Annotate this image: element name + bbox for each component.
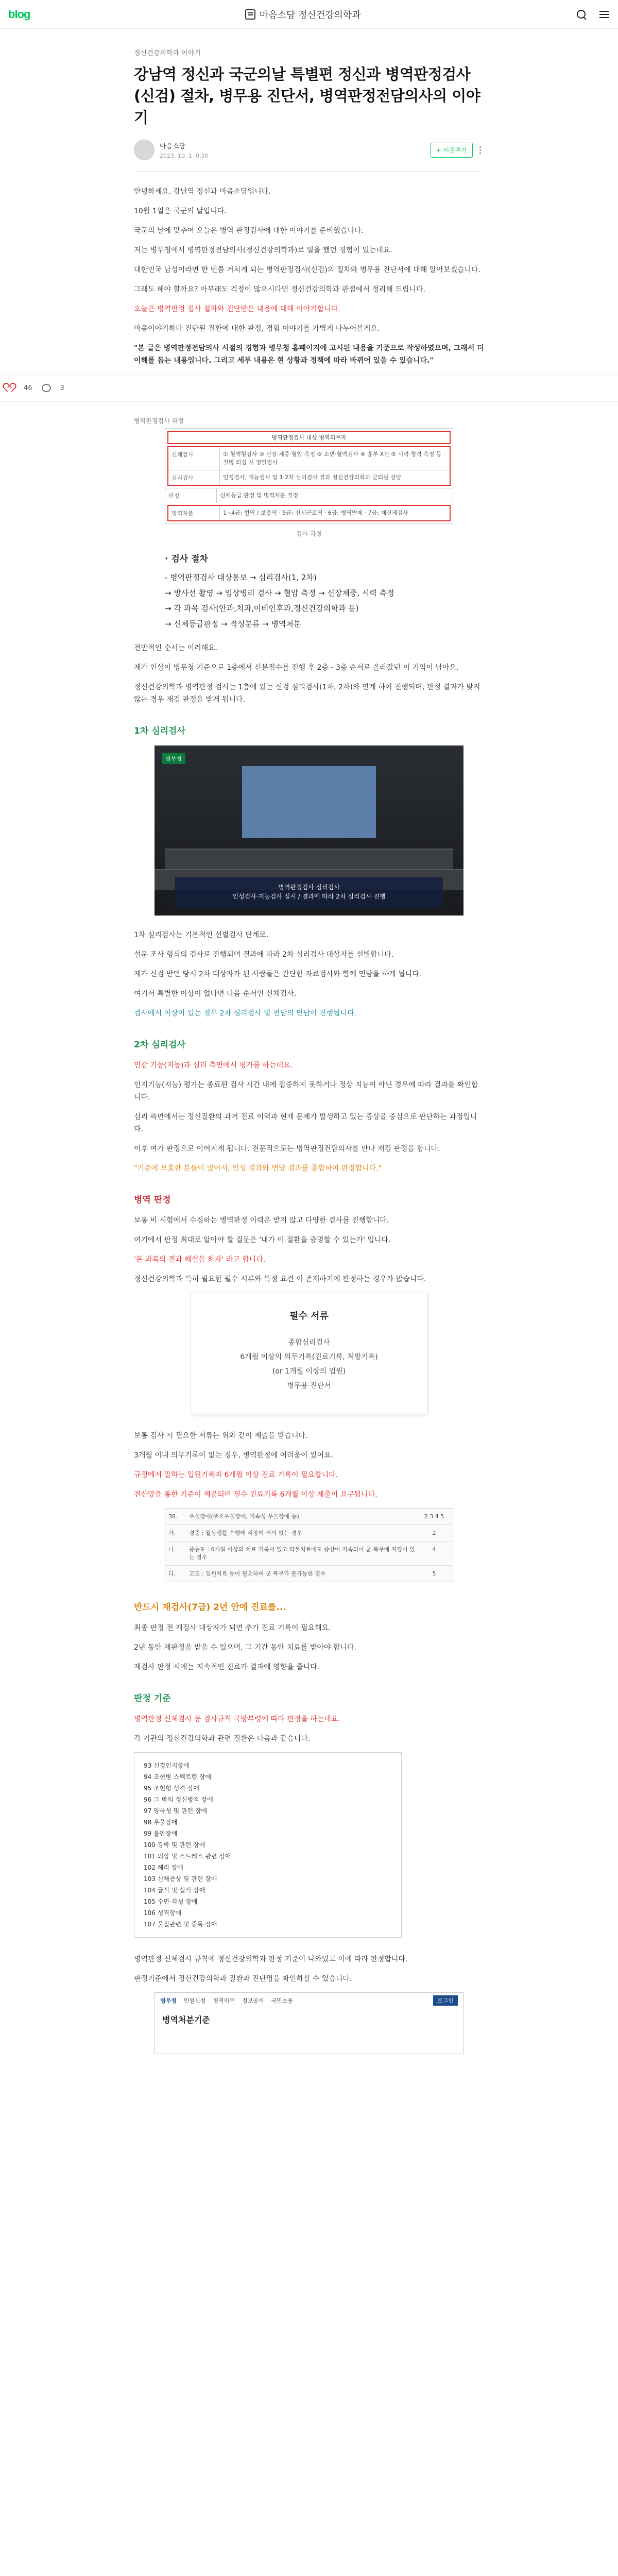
- mma-site-screenshot[interactable]: [154, 1992, 464, 2054]
- table-value: 인성검사, 지능검사 및 1·2차 심리검사 결과 정신건강의학과 군의관 상담: [223, 474, 402, 481]
- author-name[interactable]: 마음소담: [160, 143, 186, 150]
- list-item: 96 그 밖의 정신병적 장애: [144, 1796, 213, 1803]
- section-title-first-test: 1차 심리검사: [134, 726, 185, 736]
- body-text: 각 기관의 정신건강의학과 관련 질환은 다음과 같습니다.: [134, 1735, 311, 1743]
- site-nav-item: 병역의무: [213, 1997, 235, 2004]
- intro-line: 그래도 해야 할까요? 아무래도 걱정이 많으시다면 정신건강의학과 관점에서 정리해 드립니다.: [134, 285, 425, 294]
- blog-name-link[interactable]: [245, 8, 361, 21]
- body-text: 3개월 이내 의무기록이 없는 경우, 병역판정에 어려움이 있어요.: [134, 1451, 334, 1460]
- menu-icon[interactable]: [598, 9, 610, 20]
- site-nav-item: 국민소통: [271, 1997, 293, 2004]
- body-text: 여기서 특별한 이상이 없다면 다음 순서인 신체검사,: [134, 990, 297, 998]
- photo-banner: [175, 877, 443, 908]
- site-nav-item: 정보공개: [242, 1997, 264, 2004]
- body-text: 이후 여가 판정으로 이어지게 됩니다. 전문적으로는 병역판정전담의사를 만나 재검 판정을 합니다.: [134, 1145, 440, 1153]
- table-value: ① 혈액형검사 ② 신장·체중·혈압 측정 ③ 소변·혈액검사 ④ 흉부 X선 ⑤ 시력·청력 측정 등 · 질병 의심 시 정밀검사: [223, 451, 445, 466]
- body-text: 인지기능(지능) 평가는 종료된 검사 시간 내에 집중하지 못하거나 정상 지능이 아닌 경우에 따라 결과를 확인합니다.: [134, 1081, 478, 1101]
- body-text: 정신건강의학과 병역판정 검사는 1층에 있는 신검 심리검사(1차, 2차)와 연계 하여 진행되며, 판정 결과가 맞지 않는 경우 재검 판정을 받게 됩니다.: [134, 683, 480, 704]
- documents-title: 필수 서류: [289, 1311, 329, 1321]
- body-text: 여기에서 판정 최대로 알아야 할 질문은 '내가 이 질환을 증명할 수 있는가' 입니다.: [134, 1236, 391, 1244]
- procedure-flow: [165, 551, 453, 632]
- disease-list-box: [134, 1752, 402, 1938]
- body-text: 전산망을 통한 기준이 제공되며 필수 진료기록 6개월 이상 제출이 요구됩니다.: [134, 1490, 377, 1499]
- scan-text: 중등도 : 6개월 이상의 치료 기록이 있고 약물치료에도 증상이 지속되어 군 복무에 지장이 있는 경우: [189, 1546, 415, 1561]
- scan-text: 우울장애(주요우울장애, 지속성 우울장애 등): [189, 1513, 299, 1520]
- list-item: 99 불안장애: [144, 1830, 178, 1837]
- heart-icon[interactable]: [5, 384, 14, 392]
- body-text: 재검사 판정 시에는 지속적인 진료가 결과에 영향을 줍니다.: [134, 1663, 320, 1671]
- body-text: 병역판정 신체검사 규칙에 정신건강의학과 판정 기준이 나와있고 이에 따라 판정합니다.: [134, 1955, 408, 1963]
- top-bar: [0, 0, 618, 29]
- add-neighbor-button[interactable]: + 이웃추가: [431, 143, 473, 158]
- body-text: 병역판정 신체검사 등 검사규칙 국방부령에 따라 판정을 하는데요.: [134, 1715, 340, 1723]
- intro-line: 10월 1일은 국군의 날입니다.: [134, 207, 227, 215]
- comment-icon[interactable]: [42, 384, 51, 392]
- process-table-image[interactable]: [165, 428, 453, 524]
- intro-line: 저는 병무청에서 병역판정전담의사(정신건강의학과)로 일을 했던 경험이 있는데요.: [134, 246, 392, 255]
- intro-notice: "본 글은 병역판정전담의사 시절의 경험과 병무청 홈페이지에 고시된 내용을 기준으로 작성하였으며, 그래서 더 이해를 돕는 내용입니다. 그리고 세부 내용은 현 상황과 정책에 따라 바뀌어 있을 수 있습니다.": [134, 344, 484, 365]
- intro-section: [134, 185, 484, 367]
- table-value: 1~4급: 현역 / 보충역 · 5급: 전시근로역 · 6급: 병역면제 · 7급: 재신체검사: [223, 510, 408, 516]
- more-options-icon[interactable]: [477, 145, 484, 155]
- reaction-bar: [0, 374, 618, 402]
- body-text: 보통 검사 시 필요한 서류는 위와 같이 제출을 받습니다.: [134, 1432, 308, 1440]
- flow-line: - 병역판정검사 대상통보 → 심리검사(1, 2차): [165, 573, 317, 582]
- site-nav-item: 민원신청: [183, 1997, 206, 2004]
- body-text: 규정에서 말하는 입원기록과 6개월 이상 진료 기록이 필요합니다.: [134, 1471, 338, 1479]
- body-text: 심리 측면에서는 정신질환의 과거 진료 이력과 현재 문제가 발생하고 있는 증상을 중심으로 판단하는 과정입니다.: [134, 1113, 477, 1133]
- body-text: 판정기준에서 정신건강의학과 질환과 진단명을 확인하실 수 있습니다.: [134, 1975, 352, 1983]
- body-text: 정신건강의학과 특히 필요한 필수 서류와 특정 요건 이 존재하기에 판정하는 경우가 많습니다.: [134, 1275, 426, 1283]
- photo-screen: [242, 766, 376, 838]
- intro-line: 오늘은 병역판정 검사 절차와 진단받은 내용에 대해 이야기합니다.: [134, 305, 340, 313]
- list-item: 102 해리 장애: [144, 1864, 183, 1871]
- table-label: 판정: [165, 488, 217, 503]
- list-item: 107 물질관련 및 중독 장애: [144, 1921, 217, 1928]
- table-label: 신체검사: [168, 447, 220, 470]
- intro-greeting: 안녕하세요. 강남역 정신과 마음소담입니다.: [134, 188, 271, 196]
- body-text: 설문 조사 형식의 검사로 진행되며 결과에 따라 2차 심리검사 대상자를 선별합니다.: [134, 951, 394, 959]
- search-icon[interactable]: [576, 9, 587, 20]
- scan-grade: 2: [432, 1530, 436, 1536]
- scan-text: 경증 : 일상생활 수행에 지장이 거의 없는 경우: [189, 1530, 302, 1536]
- table-value: 신체등급 판정 및 병역처분 결정: [220, 492, 299, 499]
- body-text: 전반적인 순서는 이러해요.: [134, 644, 218, 652]
- like-count: 46: [24, 384, 32, 392]
- scan-num: 가.: [168, 1530, 176, 1536]
- document-item: (or 1개월 이상의 입원): [272, 1367, 346, 1376]
- comment-count: 3: [60, 384, 64, 392]
- document-item: 6개월 이상의 의무기록(진료기록, 처방기록): [240, 1353, 378, 1361]
- flow-line: → 방사선 촬영 → 임상병리 검사 → 혈압 측정 → 신장체중, 시력 측정: [165, 588, 394, 598]
- scan-grade: 5: [432, 1570, 436, 1577]
- author-row: [134, 140, 484, 172]
- body-text: 2년 동안 재판정을 받을 수 있으며, 그 기간 동안 치료를 받아야 합니다.: [134, 1643, 356, 1652]
- list-item: 106 성격장애: [144, 1909, 182, 1917]
- avatar[interactable]: [134, 140, 154, 160]
- photo-banner-title: 병역판정검사 심리검사: [278, 884, 340, 891]
- table-header: 병역판정검사 대상 병역의무자: [167, 431, 451, 444]
- photo-tag: 병무청: [162, 753, 185, 764]
- body-text: 검사에서 이상이 있는 경우 2차 심리검사 및 전담의 면담이 진행됩니다.: [134, 1009, 357, 1018]
- photo-desk: [165, 849, 453, 869]
- photo-banner-sub: 인성검사·지능검사 실시 / 결과에 따라 2차 심리검사 진행: [232, 893, 386, 900]
- criteria-scan-image[interactable]: [165, 1508, 453, 1582]
- body-text: 제가 신검 받던 당시 2차 대상자가 된 사람들은 간단한 자료검사와 함께 면담을 하게 됩니다.: [134, 970, 422, 978]
- flow-line: → 각 과목 검사(안과,치과,이비인후과,정신건강의학과 등): [165, 604, 359, 613]
- list-item: 98 우울장애: [144, 1819, 178, 1826]
- site-login: 로그인: [433, 1995, 458, 2006]
- section-title-criteria: 판정 기준: [134, 1693, 171, 1704]
- site-logo: 병무청: [160, 1997, 177, 2004]
- scan-text: 고도 : 입원치료 등이 필요하며 군 복무가 불가능한 경우: [189, 1570, 326, 1577]
- list-item: 104 급식 및 섭식 장애: [144, 1887, 205, 1894]
- body-text: 민감 기능(지능)과 심리 측면에서 평가를 하는데요.: [134, 1061, 293, 1070]
- body-text: 보통 비 시험에서 수집하는 병역판정 이력은 받지 않고 다양한 검사를 진행합니다.: [134, 1216, 389, 1225]
- blog-name: 마음소담 정신건강의학과: [259, 9, 361, 21]
- list-item: 95 조현형 성격 장애: [144, 1785, 199, 1792]
- body-text: 제가 인상이 병무청 기준으로 1층에서 신분접수를 진행 후 2층 - 3층 순서로 올라갔던 이 기억이 남아요.: [134, 664, 459, 672]
- scan-grade: 4: [432, 1546, 436, 1553]
- table-label: 심리검사: [168, 470, 220, 485]
- list-item: 100 강박 및 관련 장애: [144, 1841, 205, 1849]
- blog-book-icon: [245, 9, 255, 20]
- section-title-recheck: 반드시 재검사(7급) 2년 안에 진료를...: [134, 1602, 286, 1613]
- section-title-second-test: 2차 심리검사: [134, 1040, 185, 1050]
- body-text: 1차 심리검사는 기본적인 선별검사 단계로,: [134, 931, 269, 939]
- list-item: 103 신체증상 및 관련 장애: [144, 1875, 217, 1883]
- list-item: 101 외상 및 스트레스 관련 장애: [144, 1853, 231, 1860]
- document-item: 종합심리검사: [288, 1338, 330, 1347]
- required-documents-card: [191, 1293, 427, 1414]
- blog-logo[interactable]: blog: [8, 7, 30, 21]
- scan-num: 다.: [168, 1570, 176, 1577]
- list-item: 93 신경인지장애: [144, 1762, 190, 1769]
- list-item: 97 양극성 및 관련 장애: [144, 1807, 208, 1815]
- intro-line: 마음이야기하다 진단된 질환에 대한 판정, 경험 이야기를 가볍게 나누어볼게요.: [134, 325, 380, 333]
- scan-num: 나.: [168, 1546, 176, 1553]
- section-title-judgement: 병역 판정: [134, 1195, 171, 1205]
- document-item: 병무용 진단서: [287, 1382, 331, 1390]
- body-text: '본 과목의 결과 해설을 하자' 라고 합니다.: [134, 1256, 266, 1264]
- post-container: [24, 29, 484, 2054]
- list-item: 94 조현병 스펙트럼 장애: [144, 1773, 212, 1781]
- flow-line: → 신체등급판정 → 적성분류 → 병역처분: [165, 619, 301, 629]
- table-caption: 검사 과정: [296, 530, 322, 537]
- site-page-title: 병역처분기준: [162, 2015, 210, 2025]
- scan-grade: 2 3 4 5: [424, 1513, 444, 1520]
- flow-heading: · 검사 절차: [165, 554, 208, 564]
- table-image-title: 병역판정검사 과정: [134, 417, 184, 425]
- table-label: 병역처분: [168, 506, 220, 520]
- post-title: 강남역 정신과 국군의날 특별편 정신과 병역판정검사(신검) 절차, 병무용 진단서, 병역판정전담의사의 이야기: [134, 65, 480, 126]
- body-text: "기준에 모호한 분들이 있어서, 인성 결과와 면담 결과를 종합하여 판정합니다.": [134, 1164, 382, 1173]
- scan-num: 38.: [168, 1513, 178, 1520]
- intro-line: 대한민국 남성이라면 한 번쯤 거치게 되는 병역판정검사(신검)의 절차와 병무용 진단서에 대해 알아보겠습니다.: [134, 266, 480, 274]
- intro-line: 국군의 날에 맞추어 오늘은 병역 판정검사에 대한 이야기를 준비했습니다.: [134, 227, 364, 235]
- post-category[interactable]: 정신건강의학과 이야기: [134, 49, 201, 57]
- list-item: 105 수면-각성 장애: [144, 1898, 198, 1905]
- exam-room-photo[interactable]: [154, 745, 464, 916]
- post-date: 2023. 10. 1. 9:30: [160, 152, 209, 159]
- body-text: 최종 판정 전 재검사 대상자가 되면 추가 진료 기록이 필요해요.: [134, 1624, 331, 1632]
